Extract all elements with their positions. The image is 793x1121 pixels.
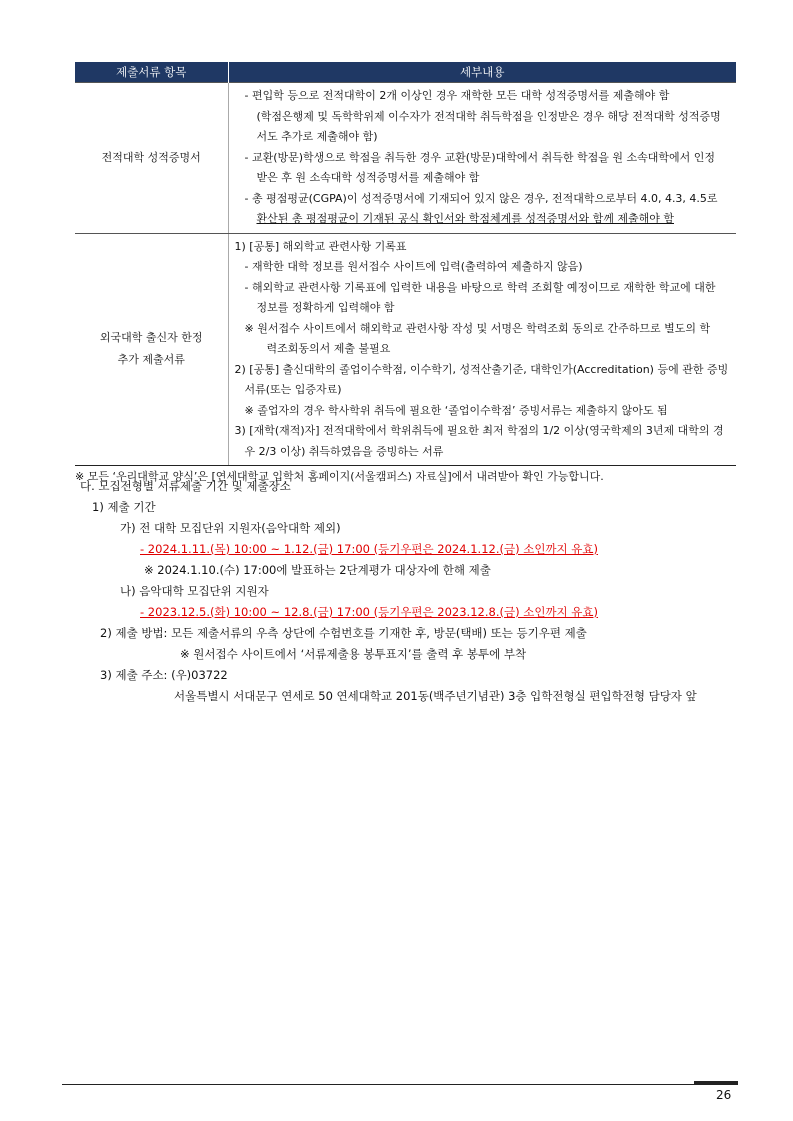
detail-line: - 총 평점평균(CGPA)이 성적증명서에 기재되어 있지 않은 경우, 전적대학으로부터 4.0, 4.3, 4.5로 bbox=[244, 191, 718, 205]
table-row bbox=[75, 83, 736, 234]
item-label: 전적대학 성적증명서 bbox=[101, 150, 201, 164]
detail-line: 서류(또는 입증자료) bbox=[244, 383, 342, 396]
address-label: 3) 제출 주소: (우)03722 bbox=[100, 668, 228, 682]
item-cell bbox=[75, 83, 228, 234]
details-cell bbox=[228, 83, 736, 234]
detail-line: - 재학한 대학 정보를 원서접수 사이트에 입력(출력하여 제출하지 않음) bbox=[244, 260, 583, 273]
section-title: 다. 모집전형별 서류제출 기간 및 제출장소 bbox=[80, 479, 291, 493]
detail-line: 2) [공통] 출신대학의 졸업이수학점, 이수학기, 성적산출기준, 대학인가(Accreditation) 등에 관한 증빙 bbox=[234, 362, 729, 376]
group-a-period: - 2024.1.11.(목) 10:00 ~ 1.12.(금) 17:00 (등기우편은 2024.1.12.(금) 소인까지 유효) bbox=[140, 542, 599, 556]
detail-line: (학점은행제 및 독학학위제 이수자가 전적대학 취득학점을 인정받은 경우 해당 전적대학 성적증명 bbox=[256, 109, 721, 123]
detail-line: 받은 후 원 소속대학 성적증명서를 제출해야 함 bbox=[256, 171, 480, 184]
table-row bbox=[75, 233, 736, 466]
method-note: ※ 원서접수 사이트에서 ‘서류제출용 봉투표지’를 출력 후 봉투에 부착 bbox=[180, 647, 527, 661]
group-b-period: - 2023.12.5.(화) 10:00 ~ 12.8.(금) 17:00 (등기우편은 2023.12.8.(금) 소인까지 유효) bbox=[140, 605, 599, 619]
detail-line: 1) [공통] 해외학교 관련사항 기록표 bbox=[234, 239, 407, 253]
footer-rule bbox=[62, 1084, 738, 1085]
detail-line: 서도 추가로 제출해야 함) bbox=[256, 130, 378, 143]
header-item: 제출서류 항목 bbox=[75, 62, 228, 83]
item-label: 외국대학 출신자 한정 bbox=[99, 331, 203, 345]
details-cell bbox=[228, 233, 736, 466]
detail-line: 력조회동의서 제출 불필요 bbox=[266, 342, 391, 355]
method-text: 2) 제출 방법: 모든 제출서류의 우측 상단에 수험번호를 기재한 후, 방문(택배) 또는 등기우편 제출 bbox=[100, 626, 587, 640]
detail-line: - 해외학교 관련사항 기록표에 입력한 내용을 바탕으로 학력 조회할 예정이므로 재학한 학교에 대한 bbox=[244, 280, 716, 294]
group-a-note: ※ 2024.1.10.(수) 17:00에 발표하는 2단계평가 대상자에 한해 제출 bbox=[144, 563, 491, 577]
detail-line: 정보를 정확하게 입력해야 함 bbox=[256, 301, 395, 314]
detail-line: - 교환(방문)학생으로 학점을 취득한 경우 교환(방문)대학에서 취득한 학점을 원 소속대학에서 인정 bbox=[244, 150, 716, 164]
requirements-table-wrapper bbox=[75, 62, 736, 486]
detail-line: 환산된 총 평점평균이 기재된 공식 확인서와 학점체계를 성적증명서와 함께 제출해야 함 bbox=[256, 212, 674, 225]
page-number: 26 bbox=[716, 1088, 732, 1102]
group-b-title: 나) 음악대학 모집단위 지원자 bbox=[120, 584, 269, 598]
detail-line: 3) [재학(재적)자] 전적대학에서 학위취득에 필요한 최저 학점의 1/2 이상(영국학제의 3년제 대학의 경 bbox=[234, 424, 724, 437]
detail-line: 우 2/3 이상) 취득하였음을 증빙하는 서류 bbox=[244, 444, 444, 458]
item-label: 추가 제출서류 bbox=[117, 353, 185, 367]
detail-line: ※ 졸업자의 경우 학사학위 취득에 필요한 ‘졸업이수학점’ 증빙서류는 제출하지 않아도 됨 bbox=[244, 403, 668, 417]
requirements-table bbox=[75, 62, 736, 466]
period-title: 1) 제출 기간 bbox=[92, 500, 156, 514]
group-a-title: 가) 전 대학 모집단위 지원자(음악대학 제외) bbox=[120, 521, 341, 535]
detail-line: ※ 원서접수 사이트에서 해외학교 관련사항 작성 및 서명은 학력조회 동의로 간주하므로 별도의 학 bbox=[244, 321, 711, 335]
address-text: 서울특별시 서대문구 연세로 50 연세대학교 201동(백주년기념관) 3층 입학전형실 편입학전형 담당자 앞 bbox=[174, 689, 697, 703]
footer-rule-accent bbox=[694, 1081, 738, 1084]
table-body bbox=[75, 83, 736, 466]
header-details: 세부내용 bbox=[228, 62, 736, 83]
table-header-row bbox=[75, 62, 736, 83]
table-note: ※ 모든 ‘우리대학교 양식’은 [연세대학교 입학처 홈페이지(서울캠퍼스) 자료실]에서 내려받아 확인 가능합니다. bbox=[75, 470, 604, 483]
item-cell bbox=[75, 233, 228, 466]
detail-line: - 편입학 등으로 전적대학이 2개 이상인 경우 재학한 모든 대학 성적증명서를 제출해야 함 bbox=[244, 89, 670, 102]
